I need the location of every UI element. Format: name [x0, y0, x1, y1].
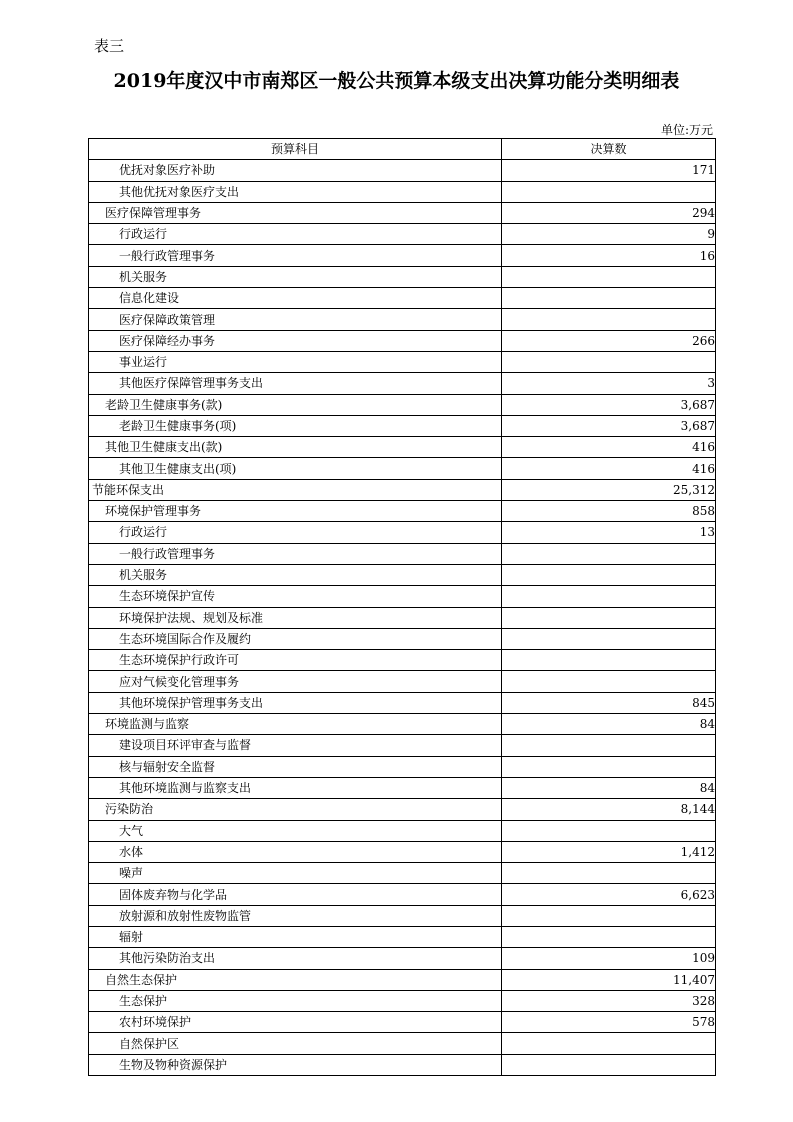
row-amount: 294	[502, 202, 716, 223]
table-row	[89, 394, 716, 415]
table-body	[89, 160, 716, 1076]
table-row	[89, 692, 716, 713]
row-subject: 生态保护	[89, 990, 502, 1011]
row-subject: 其他卫生健康支出(项)	[89, 458, 502, 479]
row-amount: 6,623	[502, 884, 716, 905]
row-amount	[502, 820, 716, 841]
table-row	[89, 926, 716, 947]
row-subject: 核与辐射安全监督	[89, 756, 502, 777]
row-amount: 171	[502, 160, 716, 181]
row-subject: 事业运行	[89, 351, 502, 372]
row-amount	[502, 926, 716, 947]
table-row	[89, 777, 716, 798]
table-row	[89, 607, 716, 628]
table-row	[89, 181, 716, 202]
row-subject: 生态环境保护宣传	[89, 586, 502, 607]
table-row	[89, 309, 716, 330]
row-subject: 其他医疗保障管理事务支出	[89, 373, 502, 394]
row-amount	[502, 863, 716, 884]
row-subject: 其他污染防治支出	[89, 948, 502, 969]
row-amount	[502, 607, 716, 628]
table-row	[89, 628, 716, 649]
row-subject: 自然生态保护	[89, 969, 502, 990]
row-subject: 机关服务	[89, 564, 502, 585]
row-subject: 其他卫生健康支出(款)	[89, 437, 502, 458]
column-header-subject: 预算科目	[89, 139, 502, 160]
row-amount: 416	[502, 458, 716, 479]
row-subject: 老龄卫生健康事务(项)	[89, 415, 502, 436]
row-amount	[502, 905, 716, 926]
row-amount	[502, 735, 716, 756]
row-amount: 266	[502, 330, 716, 351]
table-row	[89, 543, 716, 564]
table-row	[89, 714, 716, 735]
row-amount: 1,412	[502, 841, 716, 862]
row-amount	[502, 671, 716, 692]
row-subject: 应对气候变化管理事务	[89, 671, 502, 692]
row-amount: 84	[502, 714, 716, 735]
table-row	[89, 820, 716, 841]
row-subject: 医疗保障管理事务	[89, 202, 502, 223]
table-row	[89, 735, 716, 756]
table-row	[89, 799, 716, 820]
table-row	[89, 373, 716, 394]
table-row	[89, 841, 716, 862]
row-subject: 行政运行	[89, 224, 502, 245]
row-amount: 416	[502, 437, 716, 458]
unit-label: 单位:万元	[660, 123, 713, 137]
row-subject: 环境保护法规、规划及标准	[89, 607, 502, 628]
row-amount	[502, 756, 716, 777]
row-amount: 845	[502, 692, 716, 713]
table-row	[89, 1033, 716, 1054]
row-subject: 生态环境国际合作及履约	[89, 628, 502, 649]
table-row	[89, 479, 716, 500]
row-amount	[502, 1033, 716, 1054]
row-amount	[502, 181, 716, 202]
table-row	[89, 1054, 716, 1075]
row-subject: 放射源和放射性废物监管	[89, 905, 502, 926]
table-row	[89, 501, 716, 522]
row-subject: 生态环境保护行政许可	[89, 650, 502, 671]
row-amount	[502, 351, 716, 372]
row-amount	[502, 288, 716, 309]
table-row	[89, 351, 716, 372]
row-amount: 3	[502, 373, 716, 394]
table-row	[89, 245, 716, 266]
row-amount	[502, 564, 716, 585]
row-subject: 大气	[89, 820, 502, 841]
page-title: 2019年度汉中市南郑区一般公共预算本级支出决算功能分类明细表	[113, 70, 680, 92]
table-row	[89, 905, 716, 926]
row-subject: 一般行政管理事务	[89, 543, 502, 564]
row-subject: 其他环境保护管理事务支出	[89, 692, 502, 713]
table-row	[89, 160, 716, 181]
row-subject: 自然保护区	[89, 1033, 502, 1054]
table-row	[89, 564, 716, 585]
row-amount	[502, 309, 716, 330]
row-amount	[502, 266, 716, 287]
table-row	[89, 266, 716, 287]
row-subject: 医疗保障政策管理	[89, 309, 502, 330]
row-amount: 8,144	[502, 799, 716, 820]
row-subject: 农村环境保护	[89, 1012, 502, 1033]
row-subject: 机关服务	[89, 266, 502, 287]
row-subject: 一般行政管理事务	[89, 245, 502, 266]
column-header-amount: 决算数	[502, 139, 716, 160]
row-amount: 858	[502, 501, 716, 522]
row-amount: 9	[502, 224, 716, 245]
row-amount	[502, 586, 716, 607]
row-subject: 辐射	[89, 926, 502, 947]
table-row	[89, 948, 716, 969]
table-row	[89, 650, 716, 671]
row-subject: 污染防治	[89, 799, 502, 820]
table-row	[89, 756, 716, 777]
row-subject: 环境保护管理事务	[89, 501, 502, 522]
row-subject: 老龄卫生健康事务(款)	[89, 394, 502, 415]
row-subject: 生物及物种资源保护	[89, 1054, 502, 1075]
row-amount: 109	[502, 948, 716, 969]
table-row	[89, 884, 716, 905]
table-row	[89, 522, 716, 543]
row-amount: 328	[502, 990, 716, 1011]
table-row	[89, 330, 716, 351]
row-subject: 建设项目环评审查与监督	[89, 735, 502, 756]
row-amount: 16	[502, 245, 716, 266]
row-amount: 13	[502, 522, 716, 543]
table-row	[89, 415, 716, 436]
row-subject: 医疗保障经办事务	[89, 330, 502, 351]
row-amount: 11,407	[502, 969, 716, 990]
table-header-row	[89, 139, 716, 160]
row-amount: 3,687	[502, 415, 716, 436]
row-amount: 84	[502, 777, 716, 798]
table-row	[89, 1012, 716, 1033]
table-row	[89, 586, 716, 607]
row-subject: 固体废弃物与化学品	[89, 884, 502, 905]
table-row	[89, 458, 716, 479]
row-subject: 环境监测与监察	[89, 714, 502, 735]
table-row	[89, 969, 716, 990]
budget-table	[88, 138, 716, 1076]
row-subject: 节能环保支出	[89, 479, 502, 500]
table-row	[89, 288, 716, 309]
row-subject: 其他优抚对象医疗支出	[89, 181, 502, 202]
row-amount: 3,687	[502, 394, 716, 415]
row-subject: 行政运行	[89, 522, 502, 543]
row-subject: 噪声	[89, 863, 502, 884]
row-amount: 578	[502, 1012, 716, 1033]
row-subject: 水体	[89, 841, 502, 862]
table-row	[89, 863, 716, 884]
row-amount	[502, 650, 716, 671]
sheet-label: 表三	[94, 37, 125, 55]
row-subject: 其他环境监测与监察支出	[89, 777, 502, 798]
row-amount	[502, 1054, 716, 1075]
table-row	[89, 990, 716, 1011]
table-row	[89, 202, 716, 223]
row-subject: 信息化建设	[89, 288, 502, 309]
table-row	[89, 224, 716, 245]
table-row	[89, 437, 716, 458]
table-row	[89, 671, 716, 692]
row-subject: 优抚对象医疗补助	[89, 160, 502, 181]
row-amount: 25,312	[502, 479, 716, 500]
row-amount	[502, 628, 716, 649]
row-amount	[502, 543, 716, 564]
